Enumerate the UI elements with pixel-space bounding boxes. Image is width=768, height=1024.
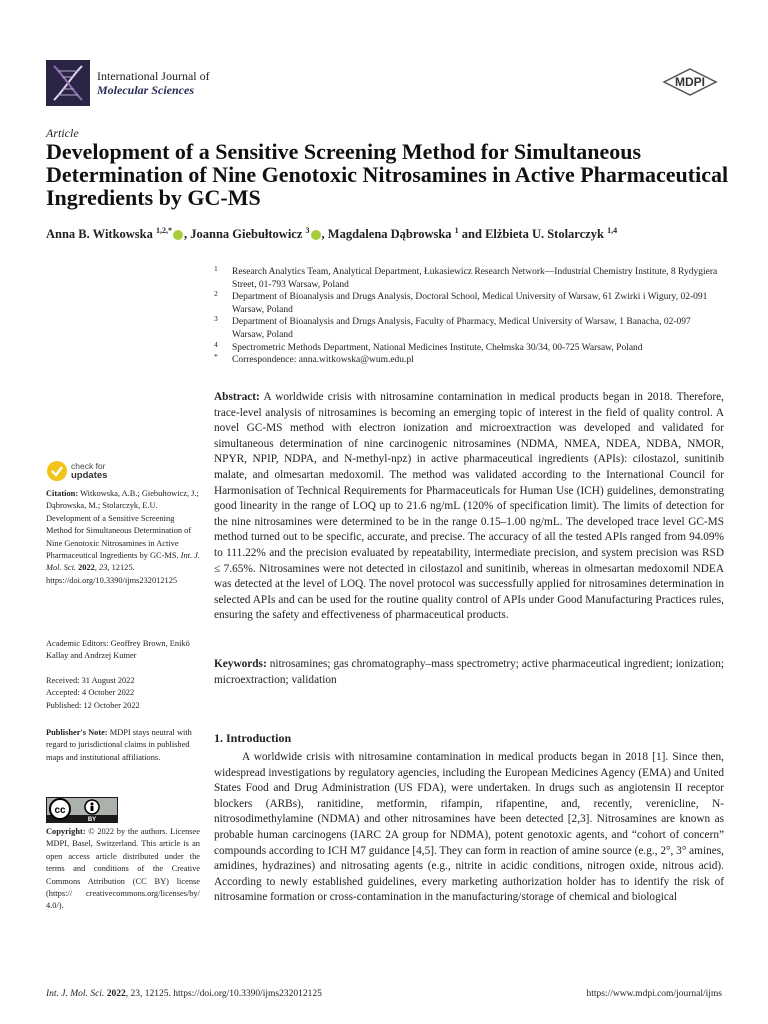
affiliations <box>214 266 724 367</box>
citation: Citation: Witkowska, A.B.; Giebułtowicz, J.; Dąbrowska, M.; Stolarczyk, E.U. Development of a Sensitive Screening Method for Simultaneous Determination of Nine Genotoxic Nitrosamines in Active Pharmaceutical Ingredients by GC-MS. Int. J. Mol. Sci. 2022, 23, 12125. https://doi.org/10.3390/ijms232012125 <box>46 489 200 585</box>
introduction-text: A worldwide crisis with nitrosamine contamination in medical products began in 2018 [1]. Since then, widespread investigations by regulatory agencies, including the European Medicines Agency (EMA) and United States Food and Drug Administration (US FDA), were undertaken. In drugs such as angiotensin II receptor blockers (ARBs), ranitidine, metformin, rifampin, rifapentine, and, recently, verenicline, N-nitrosodimethylamine (NDMA) and other nitrosamines have been detected [2,3]. Nitrosamines are known as probable human carcinogens (IARC 2A group for NDMA), potent genotoxic agents, and “cohort of concern” compounds according to ICH M7 guidance [4,5]. They can form in reaction of amine source (e.g., 2°, 3° amines, amidines, hydrazines) and nitrosating agents (e.g., nitrite in acidic conditions, nitrogen oxide, nitrous acid). According to newly established guidelines, every marketing authorization holder has to identify the risk of nitrosamine formation or cross-contamination in the manufacturing/storage of chemical and biological <box>214 751 724 904</box>
academic-editors: Academic Editors: Geoffrey Brown, Enikö Kallay and Andrzej Kutner <box>46 639 190 661</box>
footer-citation: Int. J. Mol. Sci. 2022, 23, 12125. https://doi.org/10.3390/ijms232012125 <box>46 989 322 999</box>
publisher-name: MDPI <box>675 75 705 89</box>
author-name: Joanna Giebułtowicz <box>190 227 303 242</box>
journal-name-line2: Molecular Sciences <box>97 83 194 97</box>
footer-journal-url[interactable]: https://www.mdpi.com/journal/ijms <box>586 989 722 999</box>
citation-doi-link[interactable]: , 12125. https://doi.org/10.3390/ijms232012125 <box>46 563 178 585</box>
affiliation-item: 4 Spectrometric Methods Department, National Medicines Institute, Chełmska 30/34, 00-725 Warsaw, Poland <box>214 339 643 353</box>
copyright: Copyright: © 2022 by the authors. Licensee MDPI, Basel, Switzerland. This article is an open access article distributed under the terms and conditions of the Creative Commons Attribution (CC BY) license (https:// creativecommons.org/licenses/by/ 4.0/). <box>46 827 200 911</box>
affiliation-item: 2 Department of Bioanalysis and Drugs Analysis, Doctoral School, Medical University of Warsaw, 61 Zwirki i Wigury, 02-091 Warsaw, Poland <box>214 289 708 315</box>
publishers-note: Publisher's Note: MDPI stays neutral with regard to jurisdictional claims in published maps and institutional affiliations. <box>46 728 192 762</box>
journal-name <box>97 69 210 97</box>
author-sup: 1,2,* <box>156 226 172 235</box>
author-name: Magdalena Dąbrowska <box>327 227 452 242</box>
mdpi-logo <box>662 68 718 96</box>
journal-logo <box>46 60 90 106</box>
dates: Received: 31 August 2022 Accepted: 4 October 2022 Published: 12 October 2022 <box>46 676 140 710</box>
check-updates-icon <box>46 460 68 482</box>
author-list: Anna B. Witkowska $^{1,2,*}$ , Joanna Giebułtowicz $^3$ , Magdalena Dąbrowska $^1$ and Elżbieta U. Stolarczyk $^{1,4}$ <box>46 226 618 242</box>
page-title: Development of a Sensitive Screening Method for Simultaneous Determination of Nine Genotoxic Nitrosamines in Active Pharmaceutical Ingredients by GC-MS <box>46 139 729 210</box>
svg-text:BY: BY <box>87 817 97 823</box>
keywords-text: nitrosamines; gas chromatography–mass spectrometry; active pharmaceutical ingredient; ionization; microextraction; validation <box>214 658 724 686</box>
abstract-label: Abstract: <box>214 391 260 403</box>
cc-by-license-badge[interactable] <box>46 797 118 823</box>
keywords-label: Keywords: <box>214 658 267 670</box>
author-name: Anna B. Witkowska <box>46 227 153 242</box>
author-sup: 1 <box>454 226 459 235</box>
keywords <box>214 657 724 688</box>
affiliation-item: 1 Research Analytics Team, Analytical Department, Łukasiewicz Research Network—Industrial Chemistry Institute, 8 Rydygiera Street, 01-793 Warsaw, Poland <box>214 264 718 290</box>
abstract <box>214 390 724 624</box>
author-name: Elżbieta U. Stolarczyk <box>485 227 604 242</box>
orcid-icon[interactable] <box>311 230 321 240</box>
author-sup: 1,4 <box>607 226 618 235</box>
correspondence: * Correspondence: anna.witkowska@wum.edu.pl <box>214 352 414 366</box>
author-sup: 3 <box>305 226 310 235</box>
orcid-icon[interactable] <box>173 230 183 240</box>
article-type: Article <box>46 126 79 140</box>
affiliation-item: 3 Department of Bioanalysis and Drugs Analysis, Faculty of Pharmacy, Medical University of Warsaw, 1 Banacha, 02-097 Warsaw, Poland <box>214 314 691 340</box>
svg-text:cc: cc <box>54 805 66 816</box>
journal-name-line1: International Journal of <box>97 69 210 83</box>
section-heading-introduction: 1. Introduction <box>214 731 292 745</box>
abstract-text: A worldwide crisis with nitrosamine contamination in medical products began in 2018. Therefore, trace-level analysis of nitrosamines is becoming an emerging topic of interest in the field of quality control. A novel GC-MS method with electron ionization and microextraction was developed and validated for simultaneous determination of nine carcinogenic nitrosamines (NDMA, NMEA, NDEA, NDBA, NMOR, NPYR, NPIP, NDPA, and N-methyl-npz) in active pharmaceutical ingredients (APIs): cilostazol, sunitinib malate, and olmesartan medoxomil. The method was validated according to the International Council for Harmonisation of Technical Requirements for Pharmaceuticals for Human Use (ICH) guidelines, demonstrating good linearity in the range of LOQ up to 21.6 ng/mL (120% of specification limit). The limits of detection for the nine nitrosamines were determined to be in the range 0.15–1.00 ng/mL. The developed trace level GC-MS method turned out to be specific, accurate, and precise. The accuracy of all the tested APIs ranged from 94.09% to 111.22% and the precision evaluated by repeatability, intermediate precision, and system precision was RSD ≤ 7.65%. Nitrosamines were not detected in cilostazol and sunitinib, whereas in olmesartan medoxomil NDEA was detected at the level of LOQ. The novel protocol was successfully applied for nitrosamines determination in selected APIs and can be used for the routine quality control of APIs under Good Manufacturing Practices rules, ensuring the safety and effectiveness of pharmaceutical products. <box>214 391 725 622</box>
check-for-updates-button[interactable]: check for updates <box>46 460 126 484</box>
